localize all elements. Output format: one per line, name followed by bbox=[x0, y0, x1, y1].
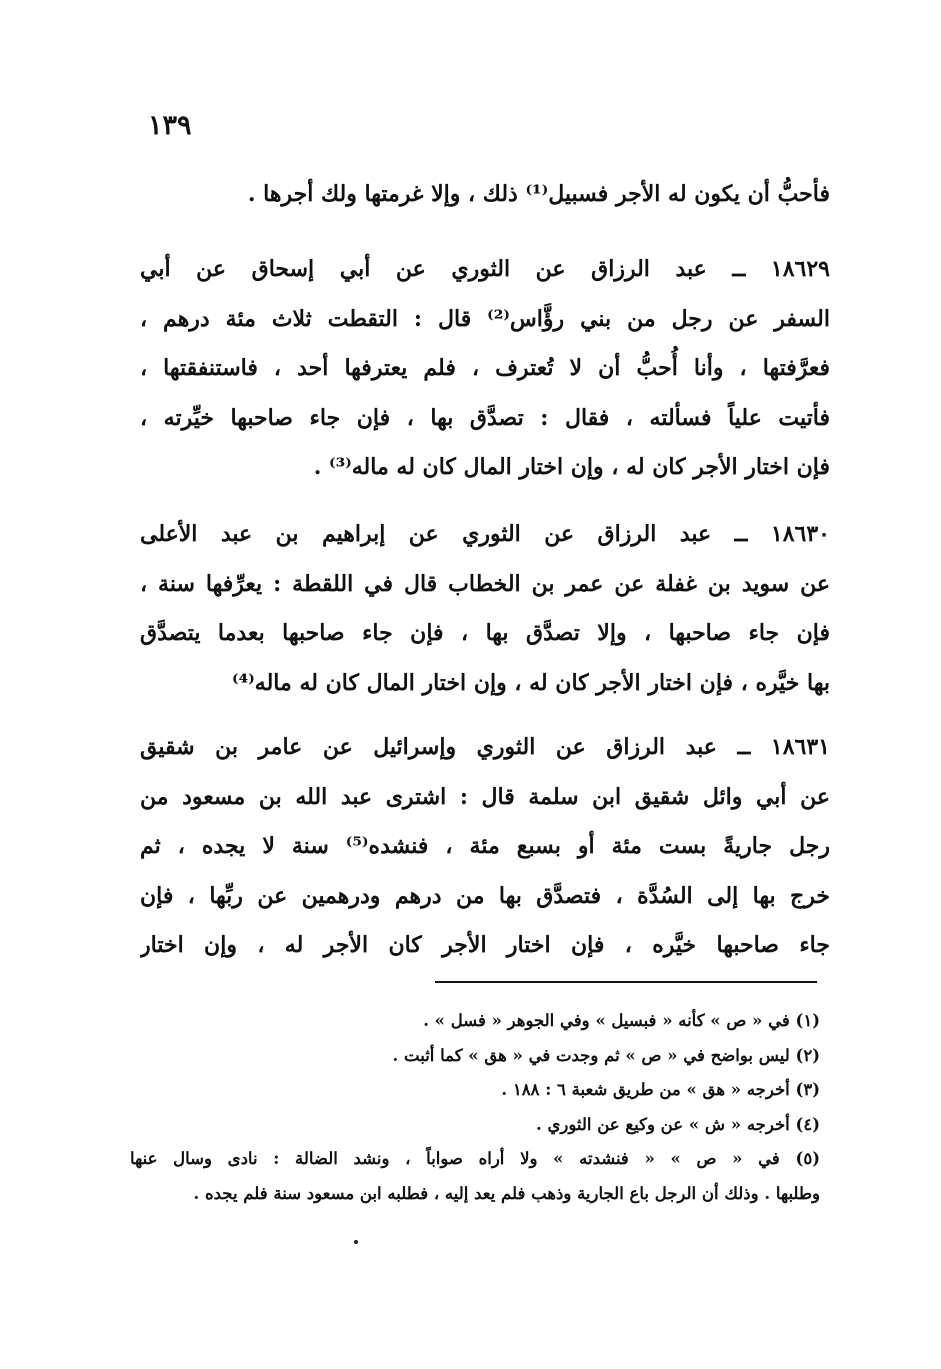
hadith-18630 bbox=[140, 510, 830, 708]
hadith-18631 bbox=[140, 723, 830, 971]
footnote-1: (١) في « ص » كأنه « فبسيل » وفي الجوهر « فسل » . bbox=[423, 1011, 820, 1030]
paragraph-line: فعرَّفتها ، وأنا أُحبُّ أن لا تُعترف ، فلم يعترفها أحد ، فاستنفقتها ، bbox=[140, 355, 830, 382]
page-number: ١٣٩ bbox=[148, 110, 192, 141]
footnote-3: (٣) أخرجه « هق » من طريق شعبة ٦ : ١٨٨ . bbox=[501, 1080, 820, 1099]
paragraph-line: رجل جاريةً بست مئة أو بسبع مئة ، فنشده⁽⁵⁾ سنة لا يجده ، ثم bbox=[140, 833, 830, 860]
footnote-2: (٢) ليس بواضح في « ص » ثم وجدت في « هق » كما أثبت . bbox=[392, 1045, 820, 1065]
paragraph-line: فإن اختار الأجر كان له ، وإن اختار المال كان له ماله⁽³⁾ . bbox=[313, 454, 830, 481]
paragraph-line: بها خيَّره ، فإن اختار الأجر كان له ، وإن اختار المال كان له ماله⁽⁴⁾ bbox=[232, 669, 830, 696]
paragraph-line: السفر عن رجل من بني رؤَّاس⁽²⁾ قال : التقطت ثلاث مئة درهم ، bbox=[140, 305, 830, 332]
hadith-18629 bbox=[140, 245, 830, 493]
paragraph-line: ١٨٦٣١ ــ عبد الرزاق عن الثوري وإسرائيل عن عامر بن شقيق bbox=[140, 734, 830, 760]
paragraph-line: خرج بها إلى السُدَّة ، فتصدَّق بها من درهم ودرهمين عن ربِّها ، فإن bbox=[140, 882, 830, 909]
paragraph-line: عن أبي وائل شقيق ابن سلمة قال : اشترى عبد الله بن مسعود من bbox=[140, 783, 830, 810]
paragraph-line: عن سويد بن غفلة عن عمر بن الخطاب قال في اللقطة : يعرِّفها سنة ، bbox=[140, 570, 830, 597]
paragraph-line: فأتيت علياً فسألته ، فقال : تصدَّق بها ، فإن جاء صاحبها خيِّرته ، bbox=[140, 404, 830, 431]
paragraph-line: جاء صاحبها خيَّره ، فإن اختار الأجر كان الأجر له ، وإن اختار bbox=[140, 932, 830, 959]
footnote-5: (٥) في « ص » « فنشدته » ولا أراه صواباً ، ونشد الضالة : نادى وسال عنها bbox=[130, 1149, 820, 1168]
footnote-divider bbox=[435, 981, 817, 983]
intro-text bbox=[140, 170, 830, 220]
intro-line: فأحبُّ أن يكون له الأجر فسبيل⁽¹⁾ ذلك ، وإلا غرمتها ولك أجرها . bbox=[247, 181, 830, 207]
paragraph-line: ١٨٦٣٠ ــ عبد الرزاق عن الثوري عن إبراهيم بن عبد الأعلى bbox=[140, 521, 830, 547]
paragraph-line: فإن جاء صاحبها ، وإلا تصدَّق بها ، فإن جاء صاحبها بعدما يتصدَّق bbox=[140, 620, 830, 647]
speck-mark bbox=[354, 1240, 358, 1244]
paragraph-line: ١٨٦٢٩ ــ عبد الرزاق عن الثوري عن أبي إسحاق عن أبي bbox=[140, 256, 830, 282]
footnotes bbox=[130, 1004, 820, 1211]
footnote-4: (٤) أخرجه « ش » عن وكيع عن الثوري . bbox=[535, 1114, 820, 1134]
footnote-5-continued: وطلبها . وذلك أن الرجل باع الجارية وذهب فلم يعد إليه ، فطلبه ابن مسعود سنة فلم يجده . bbox=[193, 1183, 820, 1203]
